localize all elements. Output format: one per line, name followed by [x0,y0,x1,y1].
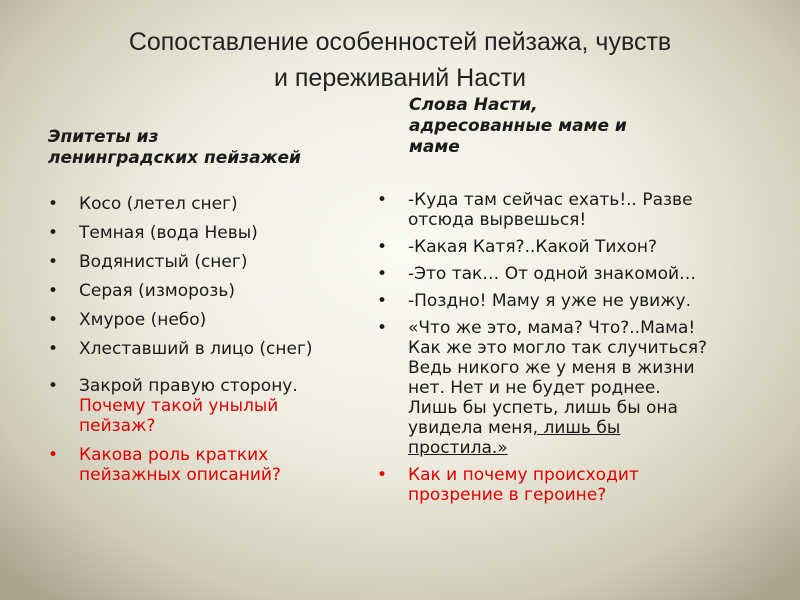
question-line-1: • Какова роль кратких [79,445,269,465]
slide-title [0,24,800,96]
epithet-item: • Серая (изморозь) [48,281,378,301]
task-item [48,376,378,436]
epithet-item: • Хмурое (небо) [48,310,378,330]
left-column-heading [48,127,301,169]
quote-item: • «Что же это, мама? Что?..Мама! Как же это могло так случиться? Ведь никого же у меня в жизни нет. Нет и не будет роднее. Лишь бы успеть, лишь бы она увидела меня, лишь бы простила.» [377,318,777,458]
quote-item: • -Куда там сейчас ехать!.. Разве отсюда вырвешься! [377,190,777,230]
quotes-list [377,190,777,512]
epithet-item: • Косо (летел снег) [48,194,378,214]
task-instruction: • Закрой правую сторону. [79,376,298,396]
epithets-list [48,194,378,494]
right-heading-line-1: Слова Насти, [409,95,538,115]
question-item [48,445,378,485]
epithet-item: • Водянистый (снег) [48,252,378,272]
quote-item: • -Какая Катя?..Какой Тихон? [377,237,777,257]
quote-item: • -Это так… От одной знакомой… [377,264,777,284]
quote-item: • -Поздно! Маму я уже не увижу. [377,291,777,311]
right-heading-line-2: адресованные маме и [409,116,627,136]
question-line-2: пейзажных описаний? [79,465,281,485]
epithet-item: • Темная (вода Невы) [48,223,378,243]
right-heading-line-3: маме [409,137,460,157]
slide-title-line-2: и переживаний Насти [273,64,527,92]
task-question-line-1: Почему такой унылый [79,396,279,416]
task-question-line-2: пейзаж? [79,416,156,436]
left-heading-line-1: Эпитеты из [48,127,159,147]
slide-title-line-1: Сопоставление особенностей пейзажа, чувств [128,28,672,56]
right-column-heading [409,95,627,158]
left-heading-line-2: ленинградских пейзажей [48,148,301,168]
epithet-item: • Хлеставший в лицо (снег) [48,339,378,359]
question-item: • Как и почему происходит прозрение в героине? [377,465,777,505]
